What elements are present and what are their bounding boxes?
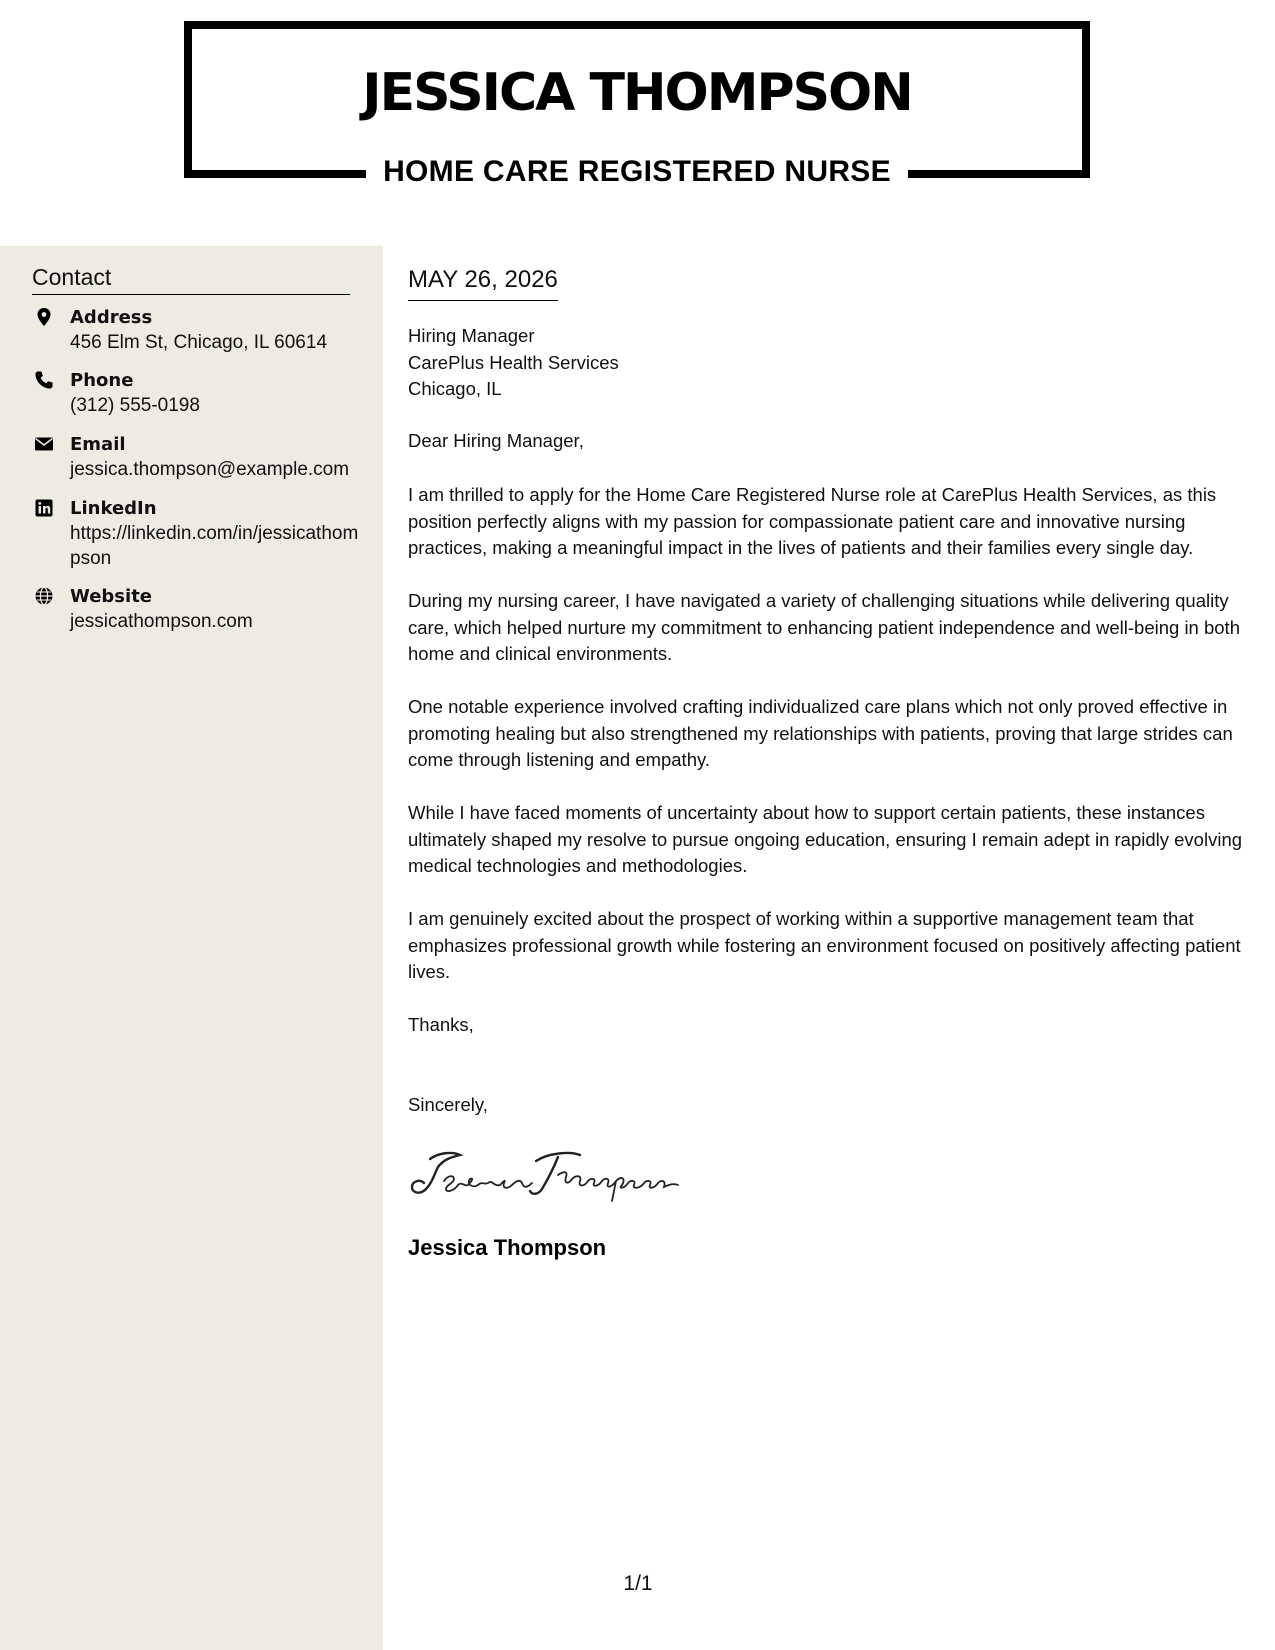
page-number: 1/1 <box>623 1572 653 1595</box>
recipient-line: Hiring Manager <box>408 325 535 346</box>
body-paragraph: While I have faced moments of uncertainty about how to support certain patients, these instances ultimately shaped my resolve to pursue ongoing education, ensuring I remain adept in rapidly evolving medical technologies and methodologies. <box>408 802 1243 876</box>
body-paragraph: I am genuinely excited about the prospect of working within a supportive management team that emphasizes professional growth while fostering an environment focused on positively affecting patient lives. <box>408 908 1241 982</box>
candidate-name: JESSICA THOMPSON <box>362 63 912 123</box>
contact-label: Address <box>70 307 153 328</box>
letter-date: MAY 26, 2026 <box>408 264 558 301</box>
contact-sidebar <box>0 246 383 1650</box>
phone-value: (312) 555-0198 <box>70 395 200 416</box>
phone-icon <box>34 370 54 390</box>
email-value: jessica.thompson@example.com <box>70 459 350 480</box>
body-paragraph: One notable experience involved crafting individualized care plans which not only proved effective in promoting healing but also strengthened my relationships with patients, proving that large strides can come through listening and empathy. <box>408 696 1233 770</box>
map-pin-icon <box>34 307 54 327</box>
recipient-line: Chicago, IL <box>408 378 502 399</box>
linkedin-value[interactable]: https://linkedin.com/in/jessicathompson <box>70 523 359 569</box>
job-title: HOME CARE REGISTERED NURSE <box>383 155 891 188</box>
contact-label: LinkedIn <box>70 498 157 519</box>
contact-label: Website <box>70 586 153 607</box>
address-value: 456 Elm St, Chicago, IL 60614 <box>70 332 328 353</box>
contact-label: Phone <box>70 370 134 391</box>
salutation: Dear Hiring Manager, <box>408 430 584 451</box>
recipient-block <box>408 323 619 403</box>
body-paragraph: During my nursing career, I have navigated a variety of challenging situations while delivering quality care, which helped nurture my commitment to enhancing patient independence and well-being in both home and clinical environments. <box>408 590 1240 664</box>
recipient-line: CarePlus Health Services <box>408 351 619 373</box>
globe-icon <box>34 586 54 606</box>
contact-heading: Contact <box>32 262 350 295</box>
thanks-line: Thanks, <box>408 1014 474 1035</box>
website-value[interactable]: jessicathompson.com <box>70 611 253 632</box>
signer-name: Jessica Thompson <box>408 1235 607 1260</box>
contact-label: Email <box>70 434 126 455</box>
linkedin-icon <box>34 498 54 518</box>
closing-line: Sincerely, <box>408 1094 488 1115</box>
handwritten-signature <box>408 1145 688 1205</box>
body-paragraph: I am thrilled to apply for the Home Care Registered Nurse role at CarePlus Health Services, as this position perfectly aligns with my passion for compassionate patient care and innovative nursing practices, making a meaningful impact in the lives of patients and their families every single day. <box>408 484 1217 558</box>
envelope-icon <box>34 434 54 454</box>
